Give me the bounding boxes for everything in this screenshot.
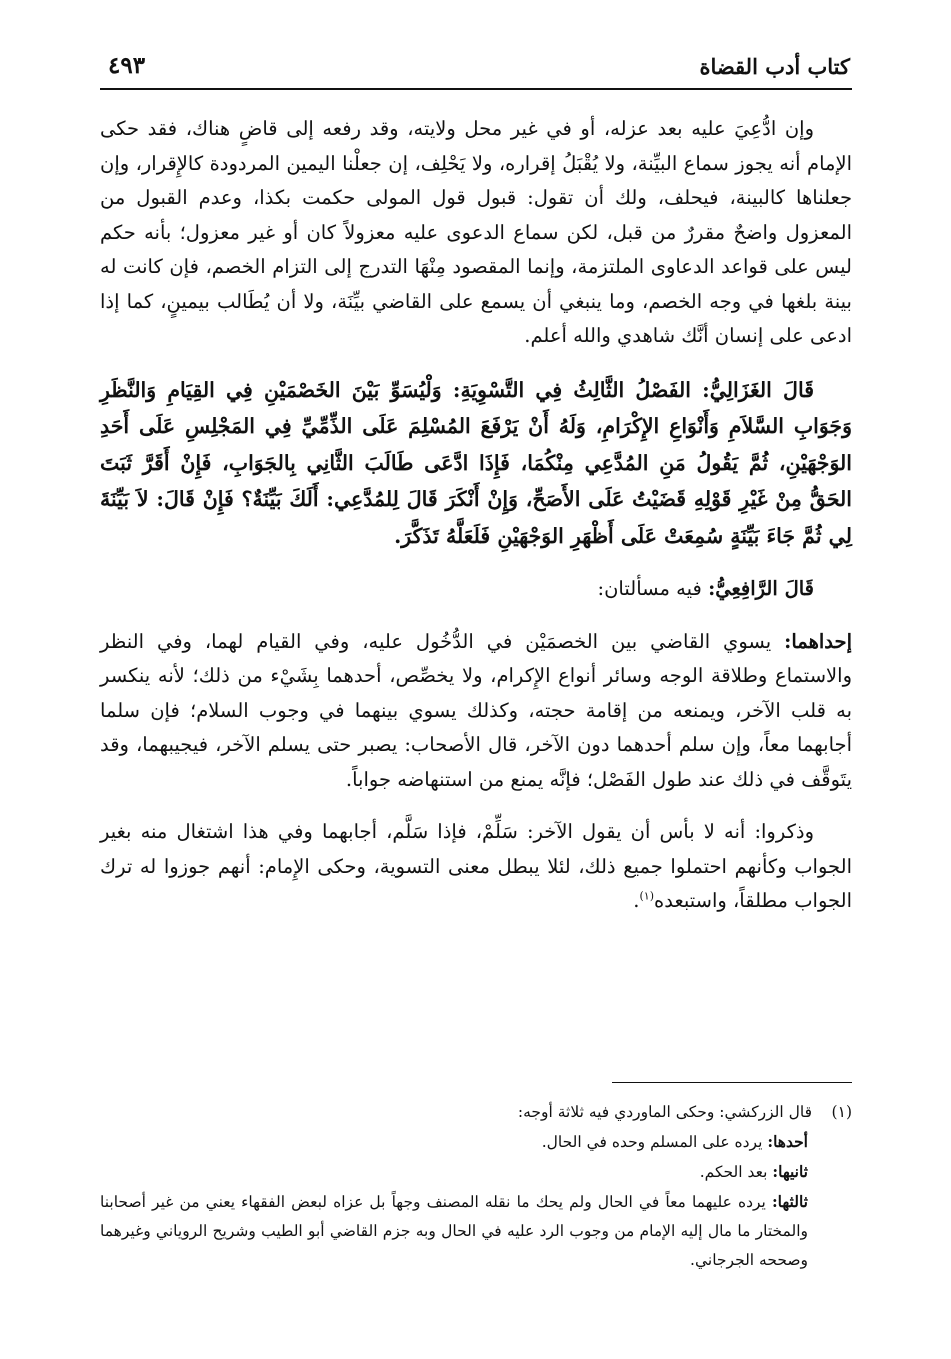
rafii-intro [100, 572, 852, 607]
footnote-1 [100, 1098, 852, 1127]
page [100, 48, 852, 1318]
footnote-option-a-label: أحدها: [767, 1132, 808, 1151]
ghazali-text: قَالَ الغَزَالِيُّ: الفَصْلُ الثَّالِثُ فِي التَّسْوِيَةِ: وَلْيُسَوِّ بَيْنَ الخَصْمَيْنِ فِي القِيَامِ وَالنَّظَرِ وَجَوَابِ السَّلاَمِ وَأَنْوَاعِ الإِكْرَامِ، وَلَهُ أَنْ يَرْفَعَ المُسْلِمَ عَلَى الذِّمِّيِّ فِي المَجْلِسِ عَلَى أَحَدِ الوَجْهَيْنِ، ثُمَّ يَقُولُ مَنِ المُدَّعِي مِنْكُمَا، فَإِذَا ادَّعَى طَالَبَ الثَّانِي بِالجَوَابِ، فَإِنْ أَقَرَّ ثَبَتَ الحَقُّ مِنْ غَيْرِ قَوْلِهِ قَضَيْتُ عَلَى الأَصَحِّ، وَإِنْ أَنْكَرَ قَالَ لِلمُدَّعِي: أَلَكَ بَيِّنَةٌ؟ فَإِنْ قَالَ: لاَ بَيِّنَةَ لِي ثُمَّ جَاءَ بَيِّنَةٍ سُمِعَتْ عَلَى أَظْهَرِ الوَجْهَيْنِ فَلَعَلَّهُ تَذَكَّرَ. [100, 377, 852, 548]
paragraph-last-text: وذكروا: أنه لا بأس أن يقول الآخر: سَلِّمْ، فإذا سَلَّم، أجابهما وفي هذا اشتغال منه بغير الجواب وكأنهم احتملوا جميع ذلك، لئلا يبطل معنى التسوية، وحكى الإِمام: أنهم جوزوا له ترك الجواب مطلقاً، واستبعده [100, 820, 852, 912]
page-number: ٤٩٣ [108, 52, 146, 79]
footnote-option-c-label: ثالثها: [771, 1192, 808, 1211]
footnote-option-c [100, 1187, 852, 1275]
paragraph-1: وإن ادُّعِيَ عليه بعد عزله، أو في غير محل ولايته، وقد رفعه إلى قاضٍ هناك، فقد حكى الإمام أنه يجوز سماع البيِّنة، ولا يُقْبَلُ إقراره، ولا يَحْلِف، إن جعلْنا اليمين المردودة كالإِقرار، وإن جعلناها كالبينة، فيحلف، ولك أن تقول: قبول قول المولى حكمت بكذا، وعدم القبول من المعزول واضحٌ مقررٌ من قبل، لكن سماع الدعوى عليه معزولاً كان أو غير معزول؛ بأنه حكم ليس على قواعد الدعاوى الملتزمة، وإنما المقصود مِنْهَا التدرج إلى التزام الخصم، فإن كانت له بينة بلغها في وجه الخصم، وما ينبغي أن يسمع على القاضي بيِّنَة، ولا أن يُطَالب بيمينٍ، كما إذا ادعى على إنسان أنَّك شاهدي والله أعلم. [100, 117, 852, 347]
footnote-option-c-text: يرده عليهما معاً في الحال ولم يحك ما نقله المصنف وجهاً بل عزاه لبعض الفقهاء يعني من غير أصحابنا والمختار ما مال إليه الإمام من وجوب الرد عليه في الحال وبه جزم القاضي أبو الطيب وشريح الروياني وغيرهما وصححه الجرجاني. [100, 1193, 808, 1269]
rafii-text: فيه مسألتان: [597, 577, 702, 600]
footnote-reference[interactable]: (١) [639, 889, 654, 903]
first-issue [100, 625, 852, 798]
footnote-separator [612, 1082, 852, 1083]
running-header [100, 48, 852, 90]
footnote-option-b [100, 1157, 852, 1187]
first-issue-label: إحداهما: [784, 629, 852, 653]
footnote-number: (١) [831, 1103, 852, 1121]
footnotes [100, 1098, 852, 1275]
paragraph-last: وذكروا: أنه لا بأس أن يقول الآخر: سَلِّمْ، فإذا سَلَّم، أجابهما وفي هذا اشتغال منه بغير الجواب وكأنهم احتملوا جميع ذلك، لئلا يبطل معنى التسوية، وحكى الإِمام: أنهم جوزوا له ترك الجواب مطلقاً، واستبعده$^{(١)}$. [100, 820, 852, 912]
main-text [100, 112, 852, 919]
footnote-option-b-label: ثانيها: [772, 1162, 808, 1181]
footnote-option-a-text: يرده على المسلم وحده في الحال. [541, 1133, 763, 1151]
footnote-option-b-text: بعد الحكم. [699, 1163, 768, 1181]
first-issue-text: يسوي القاضي بين الخصمَيْن في الدُّخُول عليه، وفي القيام لهما، وفي النظر والاستماع وطلاقة الوجه وسائر أنواع الإِكرام، ولا يخصِّص، أحدهما بِشَيْء من ذلك؛ لأنه ينكسر به قلب الآخر، ويمنعه من إقامة حجته، وكذلك يسوي بينهما في وجوب السلام؛ فإن سلما أجابهما معاً، وإن سلم أحدهما دون الآخر، قال الأصحاب: يصبر حتى يسلم الآخر، فيجيبهما، وقد يتَوقَّف في ذلك عند طول الفَصْل؛ فإنَّه يمنع من استنهاضه جواباً. [100, 629, 852, 791]
footnote-option-a [100, 1127, 852, 1157]
book-title: كتاب أدب القضاة [699, 54, 850, 79]
rafii-label: قَالَ الرَّافِعِيُّ: [708, 577, 814, 600]
footnote-line-1: قال الزركشي: وحكى الماوردي فيه ثلاثة أوجه: [517, 1103, 812, 1121]
